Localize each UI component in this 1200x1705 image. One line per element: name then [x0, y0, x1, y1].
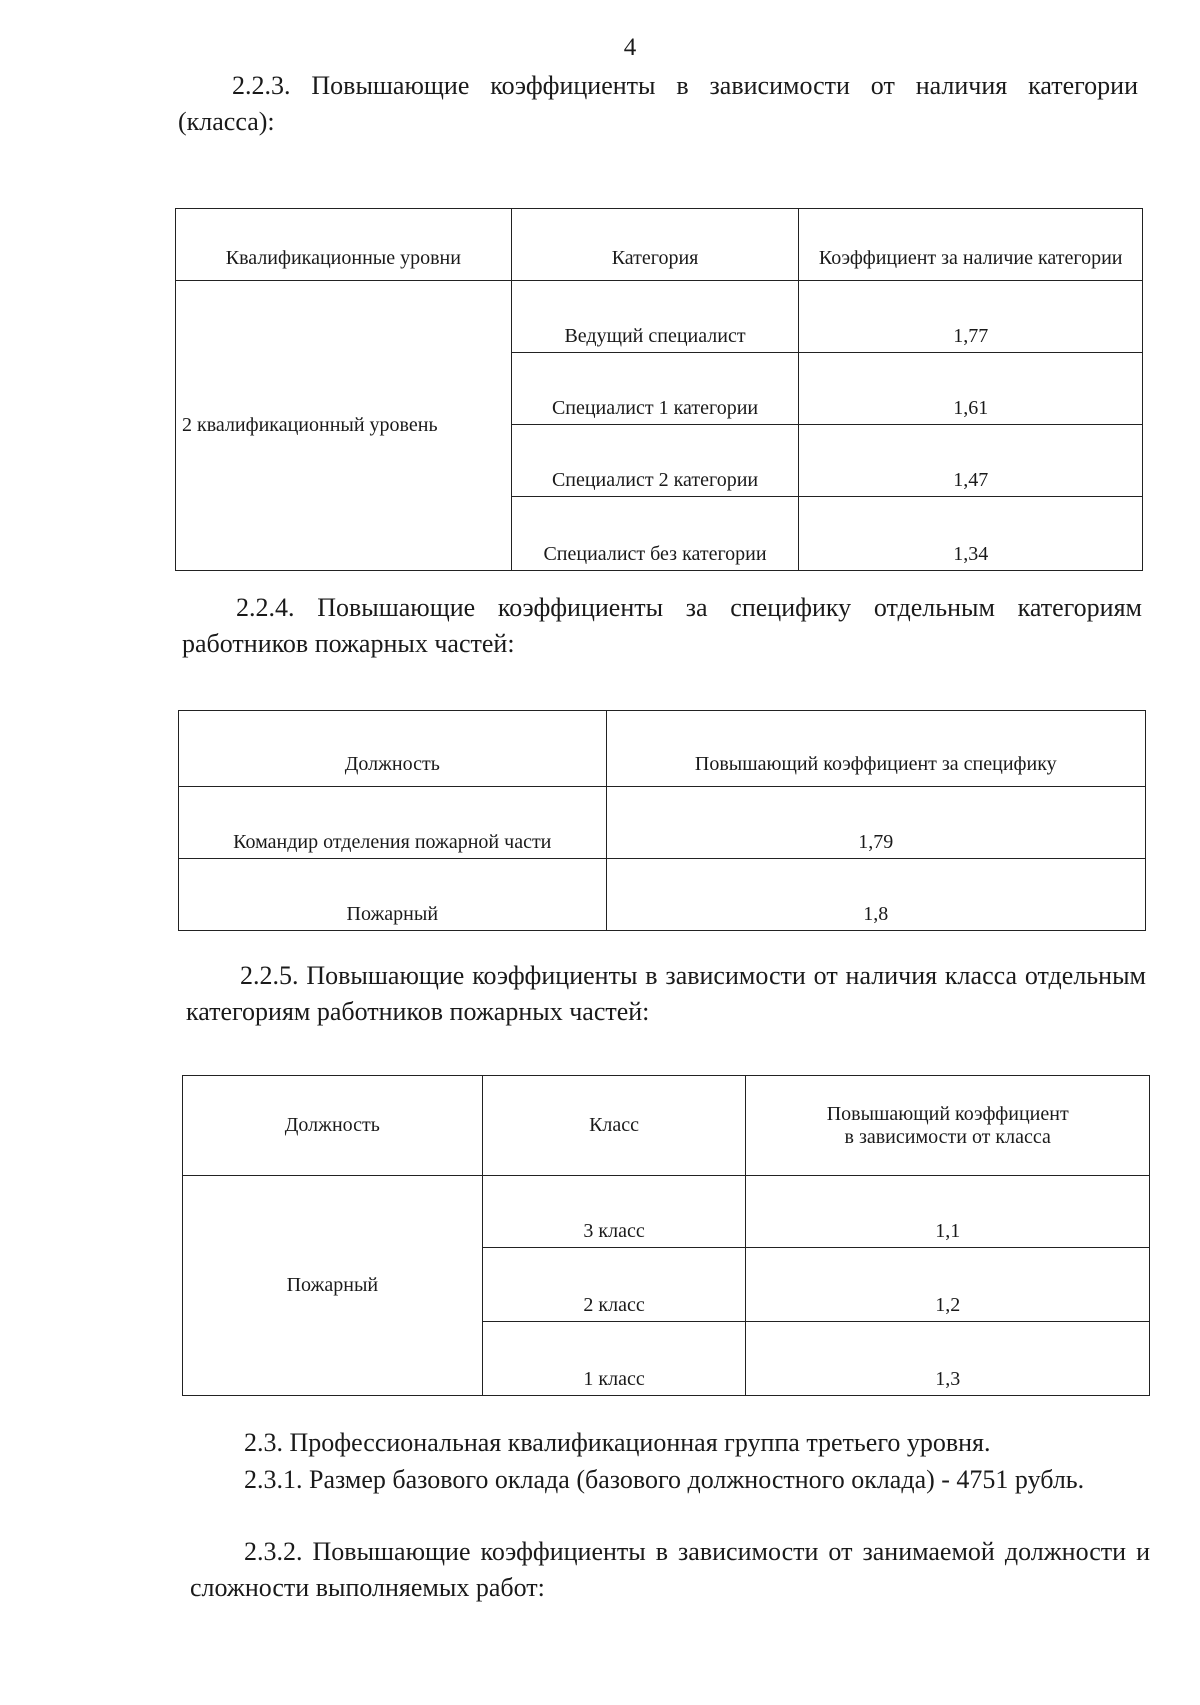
- header-position: Должность: [179, 711, 607, 787]
- coef-cell: 1,1: [746, 1176, 1150, 1248]
- table-category-coefficients: [175, 208, 1143, 571]
- paragraph-2-2-4-text: 2.2.4. Повышающие коэффициенты за специфику отдельным категориям работников пожарных частей:: [182, 593, 1142, 658]
- paragraph-2-2-3-text: 2.2.3. Повышающие коэффициенты в зависимости от наличия категории (класса):: [178, 71, 1138, 136]
- position-cell: Пожарный: [179, 859, 607, 931]
- coef-cell: 1,2: [746, 1248, 1150, 1322]
- coef-cell: 1,3: [746, 1322, 1150, 1396]
- coef-cell: 1,61: [799, 353, 1143, 425]
- paragraph-2-3-1-text: 2.3.1. Размер базового оклада (базового должностного оклада) - 4751 рубль.: [244, 1465, 1085, 1494]
- header-category: Категория: [511, 209, 799, 281]
- table-specifics-coefficients: [178, 710, 1146, 931]
- coef-cell: 1,77: [799, 281, 1143, 353]
- paragraph-2-3-1: [190, 1462, 1150, 1498]
- position-cell: Командир отделения пожарной части: [179, 787, 607, 859]
- paragraph-2-3: [190, 1425, 1150, 1461]
- table-class-coefficients: [182, 1075, 1150, 1396]
- header-position: Должность: [183, 1076, 483, 1176]
- coef-cell: 1,79: [606, 787, 1145, 859]
- header-levels: Квалификационные уровни: [176, 209, 512, 281]
- category-cell: Ведущий специалист: [511, 281, 799, 353]
- level-cell: 2 квалификационный уровень: [176, 281, 512, 571]
- header-specifics-coefficient: Повышающий коэффициент за специфику: [606, 711, 1145, 787]
- category-cell: Специалист 1 категории: [511, 353, 799, 425]
- paragraph-2-2-5-text: 2.2.5. Повышающие коэффициенты в зависимости от наличия класса отдельным категориям работников пожарных частей:: [186, 961, 1146, 1026]
- category-cell: Специалист 2 категории: [511, 425, 799, 497]
- paragraph-2-2-5: [186, 958, 1146, 1030]
- coef-cell: 1,47: [799, 425, 1143, 497]
- coef-cell: 1,34: [799, 497, 1143, 571]
- header-class: Класс: [482, 1076, 746, 1176]
- page-number: 4: [623, 34, 637, 61]
- paragraph-2-3-2-text: 2.3.2. Повышающие коэффициенты в зависимости от занимаемой должности и сложности выполняемых работ:: [190, 1537, 1150, 1602]
- class-cell: 3 класс: [482, 1176, 746, 1248]
- coef-cell: 1,8: [606, 859, 1145, 931]
- paragraph-2-3-text: 2.3. Профессиональная квалификационная группа третьего уровня.: [244, 1428, 991, 1457]
- header-class-coefficient-line2: в зависимости от класса: [844, 1125, 1051, 1148]
- paragraph-2-2-4: [182, 590, 1142, 662]
- paragraph-2-3-2: [190, 1534, 1150, 1606]
- header-class-coefficient: [746, 1076, 1150, 1176]
- paragraph-2-2-3: [178, 68, 1138, 140]
- category-cell: Специалист без категории: [511, 497, 799, 571]
- class-cell: 1 класс: [482, 1322, 746, 1396]
- position-cell: Пожарный: [183, 1176, 483, 1396]
- header-class-coefficient-line1: Повышающий коэффициент: [826, 1102, 1069, 1125]
- class-cell: 2 класс: [482, 1248, 746, 1322]
- header-coefficient: Коэффициент за наличие категории: [799, 209, 1143, 281]
